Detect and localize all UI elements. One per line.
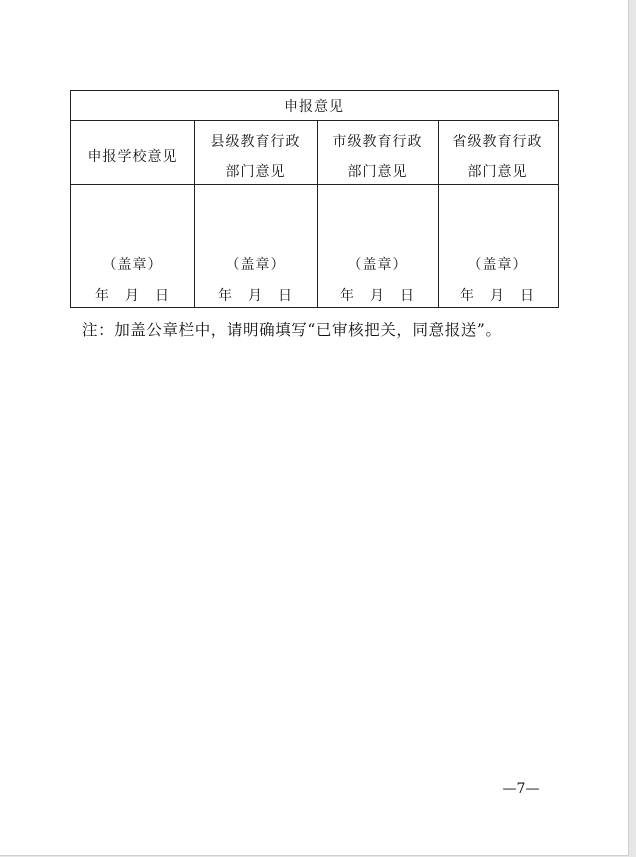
opinion-table xyxy=(70,90,559,308)
seal-label: （盖章） xyxy=(467,257,528,273)
page-number: —7— xyxy=(502,781,540,797)
column-header-city-line2: 部门意见 xyxy=(347,164,408,180)
column-header-province-line2: 部门意见 xyxy=(467,164,528,180)
table-title: 申报意见 xyxy=(284,99,344,115)
column-header-school: 申报学校意见 xyxy=(87,149,178,165)
date-label: 年 月 日 xyxy=(95,288,170,304)
seal-label: （盖章） xyxy=(102,257,163,273)
seal-label: （盖章） xyxy=(225,257,286,273)
seal-label: （盖章） xyxy=(347,257,408,273)
column-header-county: 县级教育行政 xyxy=(210,134,301,150)
date-label: 年 月 日 xyxy=(218,288,293,304)
column-header-county-line2: 部门意见 xyxy=(225,164,286,180)
date-label: 年 月 日 xyxy=(340,288,415,304)
footnote: 注：加盖公章栏中，请明确填写“已审核把关，同意报送”。 xyxy=(82,321,502,339)
date-label: 年 月 日 xyxy=(460,288,535,304)
column-header-province: 省级教育行政 xyxy=(452,134,543,150)
table-divider xyxy=(71,184,558,185)
table-divider xyxy=(71,120,558,121)
column-header-city: 市级教育行政 xyxy=(332,134,423,150)
